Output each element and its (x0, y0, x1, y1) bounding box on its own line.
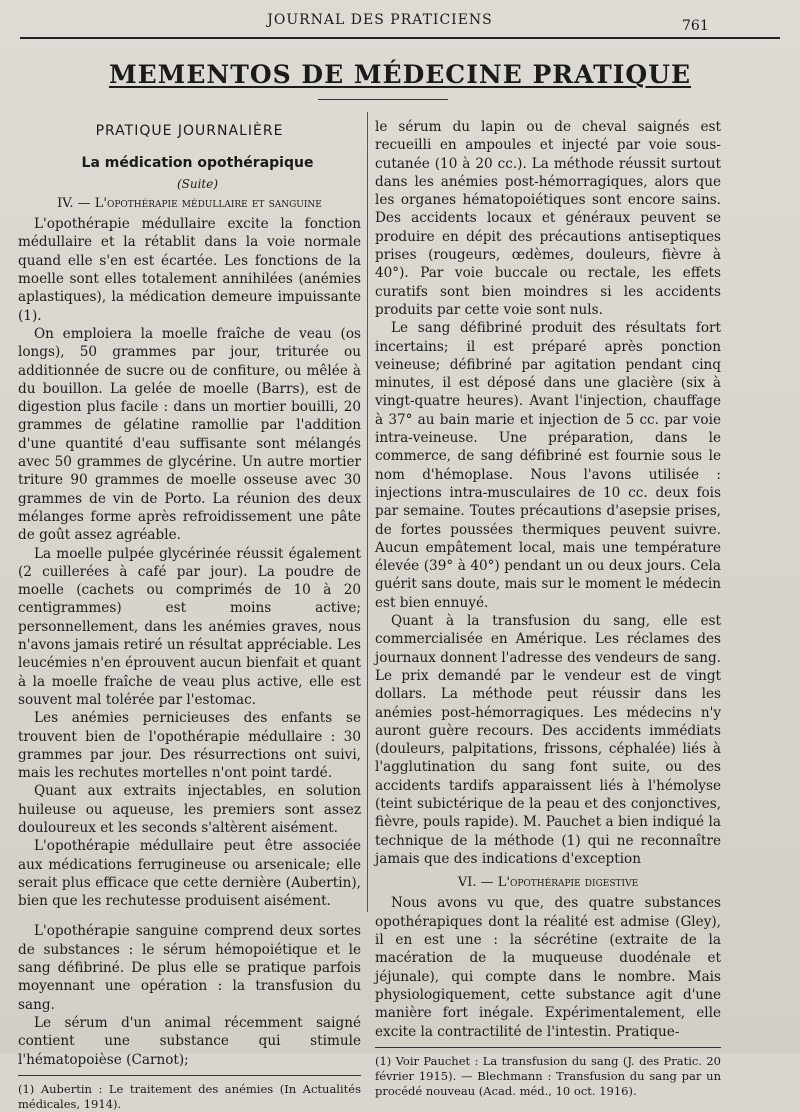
paragraph: Quant aux extraits injectables, en solution huileuse ou aqueuse, les premiers sont assez douloureux et les seconds s'altèrent aisément. (18, 783, 361, 836)
paragraph: Le sang défibriné produit des résultats fort incertains; il est préparé après ponction veineuse; défibriné par agitation pendant cinq minutes, il est déposé dans une glacière (six à vingt-quatre heures). Avant l'injection, chauffage à 37° au bain marie et injection de 5 cc. par voie intra-veineuse. Une préparation, dans le commerce, de sang défibriné est fournie sous le nom d'hémoplase. Nous l'avons utilisée : injections intra-musculaires de 10 cc. deux fois par semaine. Toutes précautions d'asepsie prises, de fortes poussées thermiques peuvent suivre. Aucun empâtement local, mais une température élevée (39° à 40°) pendant un ou deux jours. Cela guérit sans doute, mais sur le moment le médecin est bien ennuyé. (375, 320, 721, 611)
section-label: PRATIQUE JOURNALIÈRE (95, 123, 284, 139)
column-divider (367, 112, 368, 912)
paragraph: On emploiera la moelle fraîche de veau (os longs), 50 grammes par jour, triturée ou additionnée de sucre ou de confiture, ou mêlée à du bouillon. La gelée de moelle (Barrs), est de digestion plus facile : dans un mortier bouilli, 20 grammes de gélatine ramollie par l'addition d'une quantité d'eau suffisante sont mélangés avec 50 grammes de glycérine. Un autre mortier triture 90 grammes de moelle osseuse avec 30 grammes de vin de Porto. La réunion des deux mélanges forme après refroidissement une pâte de goût assez agréable. (18, 325, 361, 544)
running-title: JOURNAL DES PRATICIENS (267, 12, 493, 28)
footnote-rule (375, 1047, 721, 1048)
subhead-iv: IV. — L'opothérapie médullaire et sanguine (57, 195, 322, 211)
spacer (18, 910, 361, 922)
footnote: (1) Voir Pauchet : La transfusion du sang (J. des Pratic. 20 février 1915). — Blechmann : Transfusion du sang par un procédé nouveau (Acad. méd., 10 oct. 1916). (375, 1053, 721, 1098)
paragraph: L'opothérapie médullaire peut être associée aux médications ferrugineuse ou arsenicale; elle serait plus efficace que cette dernière (Aubertin), bien que les rechutesse produisent aisément. (18, 838, 361, 910)
paragraph: Les anémies pernicieuses des enfants se trouvent bien de l'opothérapie médullaire : 30 grammes par jour. Des résurrections ont suivi, mais les rechutes mortelles n'ont point tardé. (18, 710, 361, 782)
footnote-rule (18, 1075, 361, 1076)
paragraph: La moelle pulpée glycérinée réussit également (2 cuillerées à café par jour). La poudre de moelle (cachets ou comprimés de 10 à 20 centigrammes) est moins active; personnellement, dans les anémies graves, nous n'avons jamais retiré un résultat appréciable. Les leucémies n'en éprouvent aucun bienfait et quant à la moelle fraîche de veau plus active, elle est souvent mal tolérée par l'estomac. (18, 545, 361, 708)
paragraph: Nous avons vu que, des quatre substances opothérapiques dont la réalité est admise (Gley), il en est une : la sécrétine (extraite de la macération de la muqueuse duodénale et jéjunale), qui compte dans le nombre. Mais physiologiquement, cette substance agit d'une manière fort inégale. Expérimentalement, elle excite la contractilité de l'intestin. Pratique- (375, 895, 721, 1040)
article-subtitle: (Suite) (176, 176, 219, 191)
banner-rule (318, 99, 448, 100)
paragraph: Quant à la transfusion du sang, elle est commercialisée en Amérique. Les réclames des journaux donnent l'adresse des vendeurs de sang. Le prix demandé par le vendeur est de vingt dollars. La méthode peut réussir dans les anémies post-hémorragiques. Les médecins n'y auront guère recours. Des accidents immédiats (douleurs, palpitations, frissons, céphalée) liés à l'agglutination du sang font suite, ou des accidents tardifs apparaissent liés à l'hémolyse (teint subictérique de la peau et des conjonctives, fièvre, pouls rapide). M. Pauchet a bien indiqué la technique de la méthode (1) qui ne reconnaître jamais que des indications d'exception (375, 613, 721, 867)
page-number: 761 (682, 18, 709, 34)
section-banner: MEMENTOS DE MÉDECINE PRATIQUE (108, 60, 692, 89)
right-column (375, 118, 721, 1099)
left-column (18, 112, 361, 1112)
paragraph: L'opothérapie sanguine comprend deux sortes de substances : le sérum hémopoiétique et le sang défibriné. De plus elle se pratique parfois moyennant une opération : la transfusion du sang. (18, 923, 361, 1013)
subhead-vi: VI. — L'opothérapie digestive (457, 875, 639, 891)
paragraph: L'opothérapie médullaire excite la fonction médullaire et la rétablit dans la voie normale quand elle s'en est écartée. Les fonctions de la moelle sont elles totalement annihilées (anémies aplastiques), la médication demeure impuissante (1). (18, 216, 361, 324)
article-title: La médication opothérapique (81, 155, 314, 172)
paragraph: le sérum du lapin ou de cheval saignés est recueilli en ampoules et injecté par voie sous-cutanée (10 à 20 cc.). La méthode réussit surtout dans les anémies post-hémorragiques, alors que les organes hématopoiétiques sont encore sains. Des accidents locaux et généraux peuvent se produire en dépit des précautions antiseptiques prises (rougeurs, œdèmes, douleurs, fièvre à 40°). Par voie buccale ou rectale, les effets curatifs sont bien moindres si les accidents produits par cette voie sont nuls. (375, 119, 721, 318)
footnote: (1) Aubertin : Le traitement des anémies (In Actualités médicales, 1914). (18, 1081, 361, 1111)
header-rule (20, 37, 780, 39)
paragraph: Le sérum d'un animal récemment saigné contient une substance qui stimule l'hématopoièse (Carnot); (18, 1014, 361, 1068)
